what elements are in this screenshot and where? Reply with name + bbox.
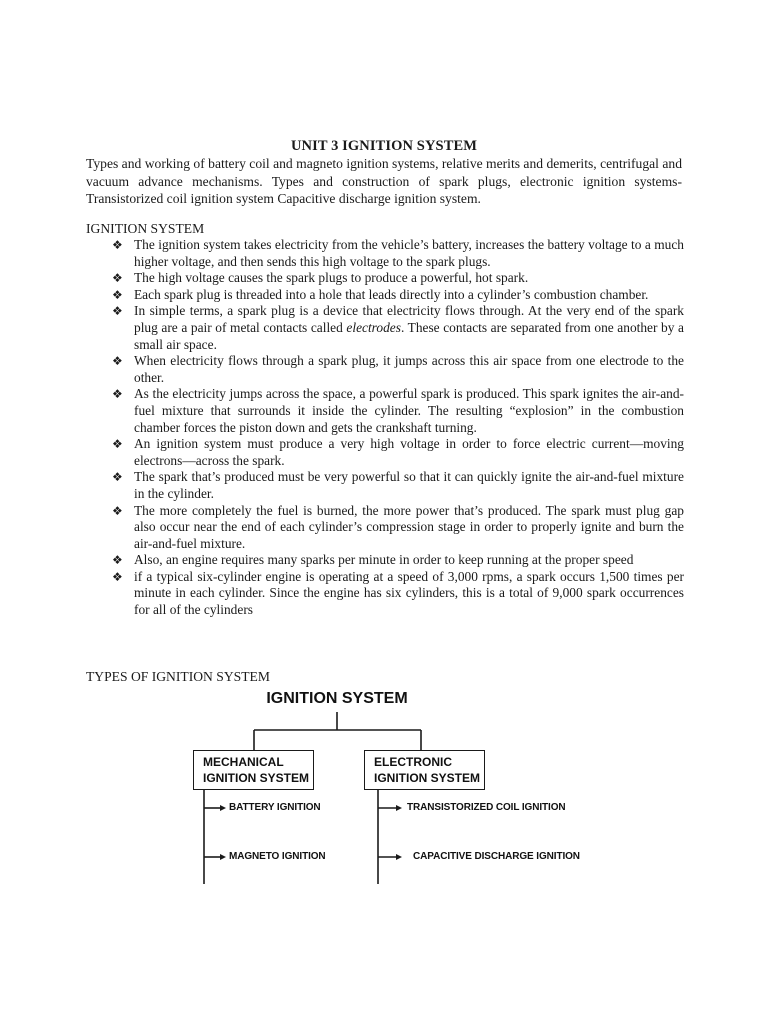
- bullet-text: The ignition system takes electricity from the vehicle’s battery, increases the battery voltage to a much higher voltage, and then sends this high voltage to the spark plugs.: [134, 237, 684, 269]
- bullet-diamond-icon: ❖: [112, 470, 123, 485]
- electronic-ignition-box: [364, 750, 485, 790]
- box-label-line: IGNITION SYSTEM: [203, 771, 310, 785]
- bullet-diamond-icon: ❖: [112, 437, 123, 452]
- transistorized-coil-ignition-label: TRANSISTORIZED COIL IGNITION: [407, 802, 566, 813]
- bullet-text: When electricity flows through a spark plug, it jumps across this air space from one electrode to the other.: [134, 353, 684, 385]
- battery-ignition-label: BATTERY IGNITION: [229, 802, 321, 813]
- page-title: UNIT 3 IGNITION SYSTEM: [290, 138, 478, 154]
- box-label-line: MECHANICAL: [203, 755, 284, 769]
- bullet-diamond-icon: ❖: [112, 387, 123, 402]
- bullet-text: Also, an engine requires many sparks per minute in order to keep running at the proper speed: [134, 552, 634, 568]
- bullet-text: The more completely the fuel is burned, the more power that’s produced. The spark must plug gap also occur near the end of each cylinder’s compression stage in order to properly ignite and burn the air-and-fuel mixture.: [134, 502, 684, 551]
- bullet-diamond-icon: ❖: [112, 287, 123, 302]
- bullet-italic-term: electrodes: [346, 319, 401, 335]
- mechanical-ignition-box: [193, 750, 314, 790]
- box-label-line: IGNITION SYSTEM: [374, 771, 481, 785]
- capacitive-discharge-ignition-label: CAPACITIVE DISCHARGE IGNITION: [413, 851, 580, 862]
- bullet-diamond-icon: ❖: [112, 271, 123, 286]
- bullet-diamond-icon: ❖: [112, 569, 123, 584]
- box-label-line: ELECTRONIC: [374, 755, 452, 769]
- bullet-diamond-icon: ❖: [112, 354, 123, 369]
- diagram-title: IGNITION SYSTEM: [266, 690, 408, 707]
- bullet-text: In simple terms, a spark plug is a device that electricity flows through. At the very end of the spark plug are a pair of metal contacts called: [134, 303, 684, 335]
- section-heading-ignition-system: IGNITION SYSTEM: [86, 221, 205, 236]
- bullet-text: The spark that’s produced must be very powerful so that it can quickly ignite the air-and-fuel mixture in the cylinder.: [134, 469, 684, 501]
- bullet-diamond-icon: ❖: [112, 238, 123, 252]
- bullet-text: The high voltage causes the spark plugs to produce a powerful, hot spark.: [134, 270, 529, 286]
- bullet-diamond-icon: ❖: [112, 304, 123, 319]
- bullet-text: As the electricity jumps across the space, a powerful spark is produced. This spark ignites the air-and-fuel mixture that surrounds it inside the cylinder. The resulting “explosion” in the combustion chamber forces the piston down and gets the crankshaft turning.: [134, 386, 684, 435]
- magneto-ignition-label: MAGNETO IGNITION: [229, 851, 326, 862]
- bullet-text: Each spark plug is threaded into a hole that leads directly into a cylinder’s combustion chamber.: [134, 286, 649, 302]
- syllabus-intro: Types and working of battery coil and magneto ignition systems, relative merits and demerits, centrifugal and vacuum advance mechanisms. Types and construction of spark plugs, electronic ignition systems- Transistorized coil ignition system Capacitive discharge ignition system.: [86, 156, 682, 206]
- bullet-text-tail: . These contacts are separated from one another by a small air space.: [134, 319, 684, 352]
- bullet-text: if a typical six-cylinder engine is operating at a speed of 3,000 rpms, a spark occurs 1,500 times per minute in each cylinder. Since the engine has six cylinders, this is a total of 9,000 spark occurrences for all of the cylinders: [134, 568, 684, 618]
- section-heading-types: TYPES OF IGNITION SYSTEM: [86, 669, 270, 684]
- bullet-text: An ignition system must produce a very high voltage in order to force electric current—moving electrons—across the spark.: [134, 436, 684, 468]
- bullet-diamond-icon: ❖: [112, 553, 123, 568]
- bullet-diamond-icon: ❖: [112, 503, 123, 518]
